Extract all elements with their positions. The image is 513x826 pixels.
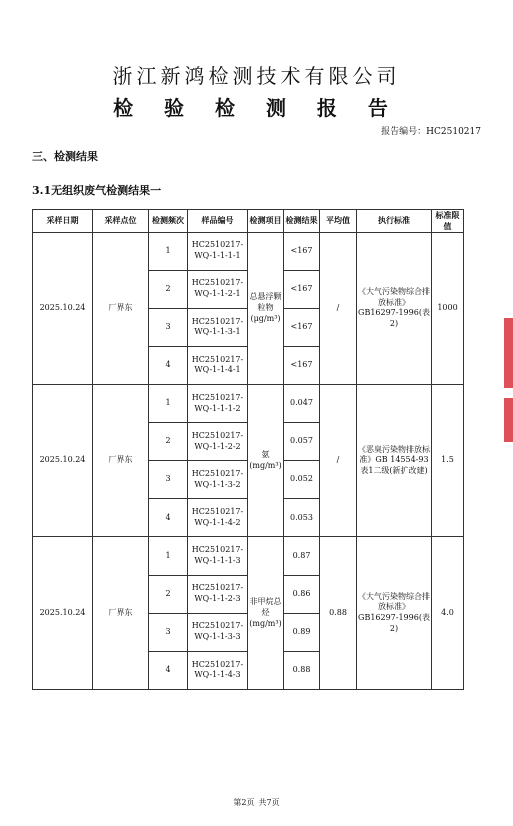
frequency: 3	[149, 461, 188, 499]
test-result: 0.86	[284, 575, 320, 613]
sampling-date: 2025.10.24	[33, 232, 93, 384]
test-result: 0.057	[284, 423, 320, 461]
sample-id: HC2510217-WQ-1-1-1-3	[188, 537, 248, 575]
test-item: 氨(mg/m³)	[248, 385, 284, 537]
standard-limit: 1.5	[432, 385, 464, 537]
standard-limit: 4.0	[432, 537, 464, 690]
report-number	[381, 124, 481, 137]
sample-id: HC2510217-WQ-1-1-4-3	[188, 651, 248, 689]
average-value: /	[320, 232, 357, 384]
sampling-location: 厂界东	[93, 385, 149, 537]
column-header: 采样日期	[33, 210, 93, 233]
average-value: /	[320, 385, 357, 537]
subsection-title: 3.1无组织废气检测结果一	[32, 184, 162, 197]
average-value: 0.88	[320, 537, 357, 690]
table-header-row	[33, 210, 464, 233]
frequency: 2	[149, 423, 188, 461]
seal-stamp-fragment	[504, 318, 513, 388]
frequency: 1	[149, 537, 188, 575]
sample-id: HC2510217-WQ-1-1-1-2	[188, 385, 248, 423]
sample-id: HC2510217-WQ-1-1-2-3	[188, 575, 248, 613]
page-total: 共7页	[258, 798, 280, 807]
test-result: 0.052	[284, 461, 320, 499]
table-row	[33, 537, 464, 575]
test-result: 0.047	[284, 385, 320, 423]
page-footer	[0, 797, 513, 808]
frequency: 1	[149, 385, 188, 423]
company-name: 浙江新鸿检测技术有限公司	[112, 64, 401, 88]
test-result: <167	[284, 270, 320, 308]
report-number-value: HC2510217	[426, 127, 481, 137]
column-header: 检测项目	[248, 210, 284, 233]
column-header: 检测频次	[149, 210, 188, 233]
page-number: 第2页	[233, 798, 255, 807]
column-header: 样品编号	[188, 210, 248, 233]
test-result: 0.89	[284, 613, 320, 651]
report-number-label: 报告编号：	[381, 127, 427, 137]
seal-stamp-fragment	[504, 398, 513, 442]
standard: 《恶臭污染物排放标准》GB 14554-93表1二级(新扩改建)	[357, 385, 432, 537]
section-title: 三、检测结果	[32, 150, 98, 163]
report-title: 检 验 检 测 报 告	[113, 96, 400, 120]
test-item: 总悬浮颗粒物(μg/m³)	[248, 232, 284, 384]
test-result: 0.88	[284, 651, 320, 689]
column-header: 标准限值	[432, 210, 464, 233]
test-result: <167	[284, 346, 320, 384]
table-row	[33, 385, 464, 423]
sampling-location: 厂界东	[93, 537, 149, 690]
column-header: 执行标准	[357, 210, 432, 233]
sample-id: HC2510217-WQ-1-1-4-1	[188, 346, 248, 384]
frequency: 3	[149, 308, 188, 346]
sample-id: HC2510217-WQ-1-1-4-2	[188, 499, 248, 537]
frequency: 4	[149, 499, 188, 537]
column-header: 检测结果	[284, 210, 320, 233]
sample-id: HC2510217-WQ-1-1-2-2	[188, 423, 248, 461]
standard-limit: 1000	[432, 232, 464, 384]
test-result: <167	[284, 308, 320, 346]
sample-id: HC2510217-WQ-1-1-1-1	[188, 232, 248, 270]
sampling-location: 厂界东	[93, 232, 149, 384]
sampling-date: 2025.10.24	[33, 537, 93, 690]
standard: 《大气污染物综合排放标准》GB16297-1996(表2)	[357, 537, 432, 690]
sample-id: HC2510217-WQ-1-1-3-1	[188, 308, 248, 346]
sample-id: HC2510217-WQ-1-1-2-1	[188, 270, 248, 308]
frequency: 1	[149, 232, 188, 270]
frequency: 2	[149, 270, 188, 308]
test-item: 非甲烷总烃(mg/m³)	[248, 537, 284, 690]
frequency: 4	[149, 346, 188, 384]
sample-id: HC2510217-WQ-1-1-3-3	[188, 613, 248, 651]
frequency: 4	[149, 651, 188, 689]
table-row	[33, 232, 464, 270]
test-result: 0.87	[284, 537, 320, 575]
column-header: 平均值	[320, 210, 357, 233]
test-result: 0.053	[284, 499, 320, 537]
sampling-date: 2025.10.24	[33, 385, 93, 537]
results-table	[32, 209, 464, 690]
sample-id: HC2510217-WQ-1-1-3-2	[188, 461, 248, 499]
column-header: 采样点位	[93, 210, 149, 233]
frequency: 3	[149, 613, 188, 651]
test-result: <167	[284, 232, 320, 270]
standard: 《大气污染物综合排放标准》GB16297-1996(表2)	[357, 232, 432, 384]
frequency: 2	[149, 575, 188, 613]
